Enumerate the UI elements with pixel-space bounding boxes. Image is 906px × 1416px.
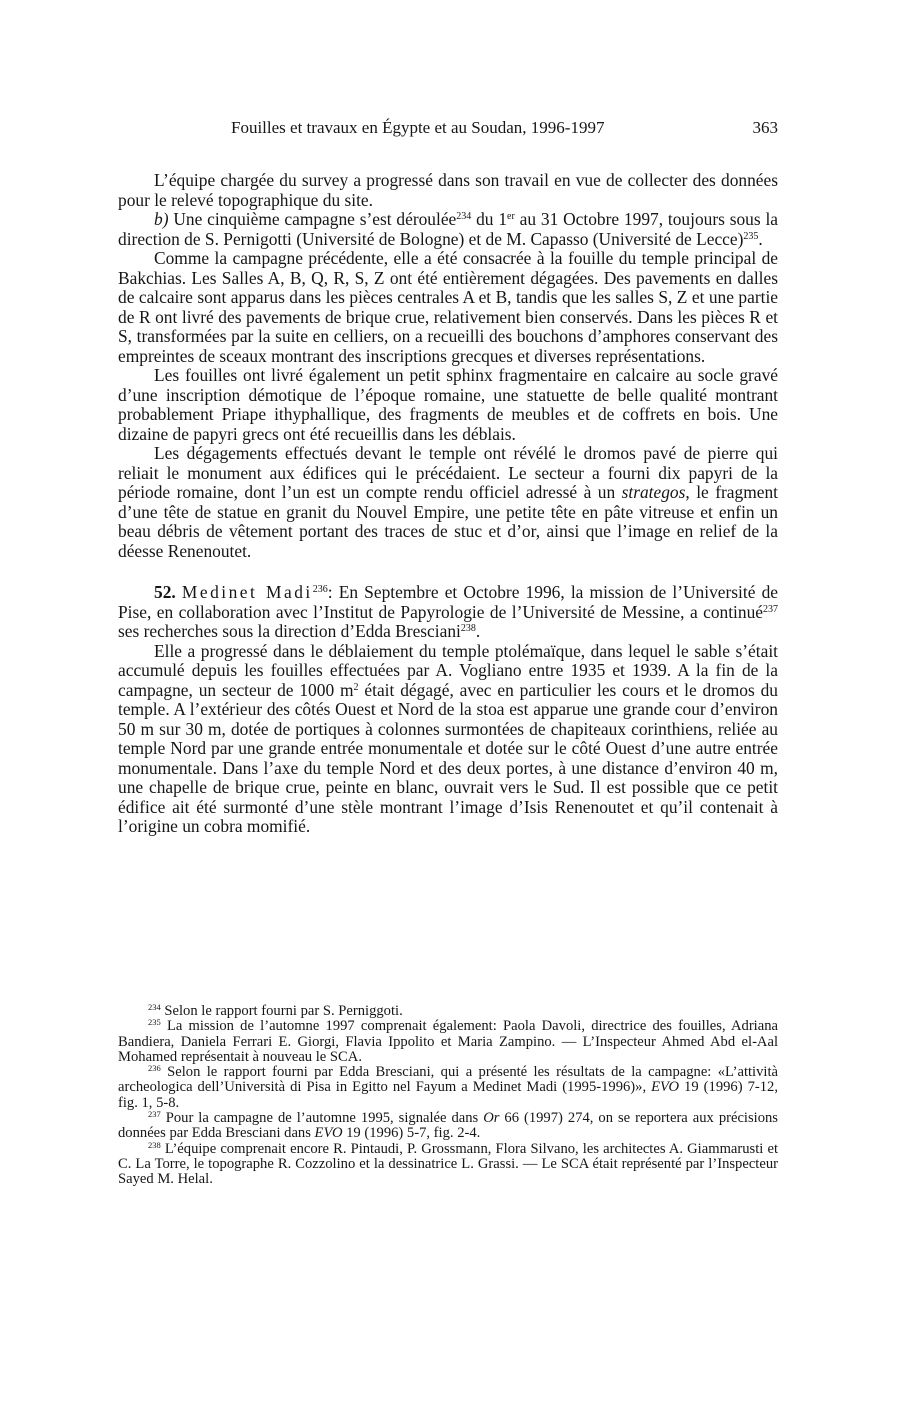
section-number: 52. <box>154 582 176 602</box>
item-label: b) <box>154 209 169 229</box>
footnote-text: 19 (1996) 5-7, fig. 2-4. <box>342 1125 481 1142</box>
text-run: Les dégagements effectués devant le temple ont révélé le dromos pavé de pierre qui reliait le monument aux édifices qui le précédaient. Le secteur a fourni dix papyri de la période romaine, dont l’un est un compte rendu officiel adressé à un <box>118 443 778 502</box>
main-text <box>118 171 778 837</box>
text-run: . <box>758 228 763 249</box>
footnote-235 <box>118 1019 778 1065</box>
paragraph-finds: Les fouilles ont livré également un petit sphinx fragmentaire en calcaire au socle gravé d’une inscription démotique de l’époque romaine, une statuette de belle qualité montrant probablement Priape ithyphallique, des fragments de meubles et de coffrets en bois. Une dizaine de papyri grecs ont été recueillis dans les déblais. <box>118 365 778 444</box>
paragraph-ptolemaic-temple <box>118 642 778 837</box>
text-run: : En Septembre et Octobre 1996, la mission de l’Université de Pise, en collaboration avec l’Institut de Papyrologie de l’Université de Messine, a continué <box>118 582 778 622</box>
footnote-236 <box>118 1065 778 1111</box>
footnote-text: L’équipe comprenait encore R. Pintaudi, P. Grossmann, Flora Silvano, les architectes A. Giammarusti et C. La Torre, le topographe R. Cozzolino et la dessinatrice L. Grassi. — Le SCA était représenté par l’Inspecteur Sayed M. Helal. <box>118 1140 778 1188</box>
journal-abbrev: Or <box>483 1110 500 1127</box>
text-run: ses recherches sous la direction d’Edda Bresciani <box>118 621 461 641</box>
section-52-intro <box>118 583 778 642</box>
footnote-number: 236 <box>148 1063 161 1074</box>
text-run: . <box>475 621 481 641</box>
journal-abbrev: EVO <box>651 1079 680 1096</box>
footnote-ref-238[interactable]: 238 <box>460 623 476 634</box>
text-run: au 31 Octobre 1997, toujours sous la direction de S. Pernigotti (Université de Bologne) et de M. Capasso (Université de Lecce) <box>118 209 779 249</box>
journal-abbrev: EVO <box>314 1125 343 1142</box>
text-run: Elle a progressé dans le déblaiement du temple ptolémaïque, dans lequel le sable s’était accumulé depuis les fouilles effectuées par A. Vogliano entre 1935 et 1939. A la fin de la campagne, un secteur de 1000 m <box>118 640 778 700</box>
text-run: du 1 <box>471 209 508 229</box>
footnote-number: 237 <box>148 1109 161 1120</box>
footnote-234 <box>118 1004 778 1019</box>
superscript-2: 2 <box>353 681 359 693</box>
footnote-ref-237[interactable]: 237 <box>763 603 778 615</box>
footnote-number: 238 <box>148 1139 161 1150</box>
footnote-237 <box>118 1111 778 1142</box>
footnote-number: 235 <box>148 1017 161 1028</box>
footnote-text: 19 (1996) 7-12, fig. 1, 5-8. <box>118 1079 778 1111</box>
ordinal-suffix: er <box>507 211 515 222</box>
paragraph-survey: L’équipe chargée du survey a progressé dans son travail en vue de collecter des données pour le relevé topographique du site. <box>118 170 778 210</box>
paragraph-fifth-campaign <box>118 210 778 249</box>
footnote-ref-236[interactable]: 236 <box>312 584 328 595</box>
text-run: , le fragment d’une tête de statue en granit du Nouvel Empire, une petite tête en pâte vitreuse et enfin un beau débris de vêtement portant des traces de stuc et d’or, ainsi que l’image en relief de la déesse Renenoutet. <box>118 482 778 561</box>
footnotes <box>118 1004 778 1188</box>
footnote-text: Selon le rapport fourni par S. Perniggoti. <box>160 1003 403 1019</box>
footnote-ref-235[interactable]: 235 <box>743 230 759 242</box>
italic-term: strategos <box>621 482 686 502</box>
footnote-text: 66 (1997) 274, on se reportera aux précisions données par Edda Bresciani dans <box>118 1110 778 1142</box>
paragraph-temple-rooms: Comme la campagne précédente, elle a été consacrée à la fouille du temple principal de Bakchias. Les Salles A, B, Q, R, S, Z ont été entièrement dégagées. Des pavements en dalles de calcaire sont apparus dans les pièces centrales A et B, tandis que les salles S, Z et une partie de R ont livré des pavements de brique crue, relativement bien conservés. Dans les pièces R et S, transformées par la suite en celliers, on a recueilli des bouchons d’amphores conservant des empreintes de sceaux montrant des inscriptions grecques et diverses représentations. <box>118 248 778 366</box>
footnote-number: 234 <box>148 1002 161 1012</box>
text-run: Une cinquième campagne s’est déroulée <box>168 209 457 229</box>
site-name: Medinet Madi <box>181 582 313 602</box>
running-title: Fouilles et travaux en Égypte et au Soudan, 1996-1997 <box>231 118 605 137</box>
page-number: 363 <box>752 118 778 137</box>
footnote-text: La mission de l’automne 1997 comprenait également: Paola Davoli, directrice des fouilles, Adriana Bandiera, Daniela Ferrari E. Giorgi, Flavia Ippolito et Maria Zampino. — L’Inspecteur Ahmed Abd el-Aal Mohamed représentait à nouveau le SCA. <box>118 1018 778 1065</box>
paragraph-dromos <box>118 444 778 561</box>
text-run: était dégagé, avec en particulier les cours et le dromos du temple. A l’extérieur des côtés Ouest et Nord de la stoa est apparue une grande cour d’environ 50 m sur 30 m, dotée de portiques à colonnes surmontées de chapiteaux corinthiens, reliée au temple Nord par une grande entrée monumentale et dotée sur le côté Ouest d’une autre entrée monumentale. Dans l’axe du temple Nord et des deux portes, à une distance d’environ 40 m, une chapelle de brique crue, peinte en blanc, ouvrait vers le Sud. Il est possible que ce petit édifice ait été surmonté d’une stèle montrant l’image d’Isis Renenoutet et qu’il contenait à l’origine un cobra momifié. <box>118 679 778 836</box>
footnote-238 <box>118 1139 778 1188</box>
footnote-text: Selon le rapport fourni par Edda Bresciani, qui a présenté les résultats de la campagne: «L’attività archeologica dell’Università di Pisa in Egitto nel Fayum a Medinet Madi (1995-1996)», <box>118 1064 778 1096</box>
footnote-text: Pour la campagne de l’automne 1995, signalée dans <box>160 1110 484 1127</box>
footnote-ref-234[interactable]: 234 <box>456 211 472 222</box>
